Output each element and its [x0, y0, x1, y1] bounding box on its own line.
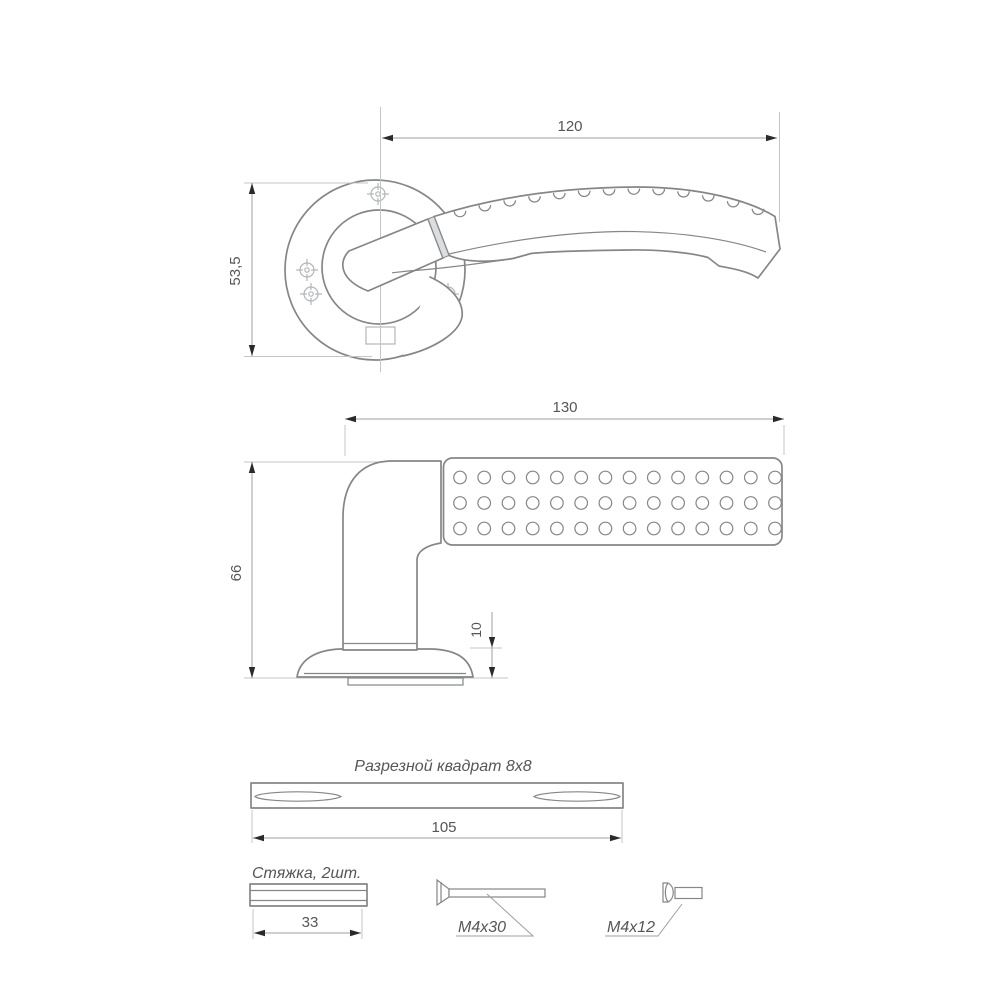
dimension-66 — [228, 462, 255, 678]
screw-hole-center — [376, 192, 380, 196]
dim-height-label: 53,5 — [227, 256, 244, 286]
spindle-drawing — [251, 758, 623, 843]
handle-neck-side-view — [343, 461, 441, 650]
dim-rosette-height-label: 10 — [468, 622, 484, 638]
screw-head — [437, 880, 449, 905]
screw-head — [663, 883, 673, 902]
screw-shaft — [449, 889, 545, 897]
handle-top-view — [227, 107, 780, 372]
screw-long-label: M4x30 — [458, 919, 507, 936]
screw-shaft — [675, 888, 702, 899]
rosette-baseplate — [348, 678, 463, 685]
screw-hole-center — [309, 292, 313, 296]
handle-side-view — [228, 399, 784, 685]
spindle-bar — [251, 783, 623, 808]
handle-neck-top-view — [343, 219, 443, 291]
dimension-33 — [253, 909, 362, 939]
tie-rod-caption: Стяжка, 2шт. — [252, 865, 362, 882]
dimension-130 — [345, 399, 784, 422]
dimension-10 — [468, 612, 495, 678]
spindle-caption: Разрезной квадрат 8x8 — [354, 758, 532, 775]
dim-length-label: 130 — [552, 399, 578, 416]
dim-width-label: 120 — [557, 118, 583, 135]
dimension-105 — [252, 810, 622, 843]
rosette-dome-side — [297, 649, 473, 677]
dim-spindle-length-label: 105 — [431, 819, 457, 836]
screw-short-label: M4x12 — [607, 919, 656, 936]
screw-hole-center — [305, 268, 309, 272]
dim-tie-rod-length-label: 33 — [301, 914, 319, 931]
dimension-120 — [382, 118, 777, 141]
tie-rod-body — [250, 884, 367, 906]
handle-grip-top-view — [434, 187, 780, 278]
screw-m4x12 — [605, 883, 702, 936]
tie-rod-drawing — [250, 865, 367, 939]
dimension-53-5 — [227, 183, 255, 356]
dim-height-label: 66 — [228, 564, 245, 582]
screw-m4x30 — [437, 880, 545, 936]
